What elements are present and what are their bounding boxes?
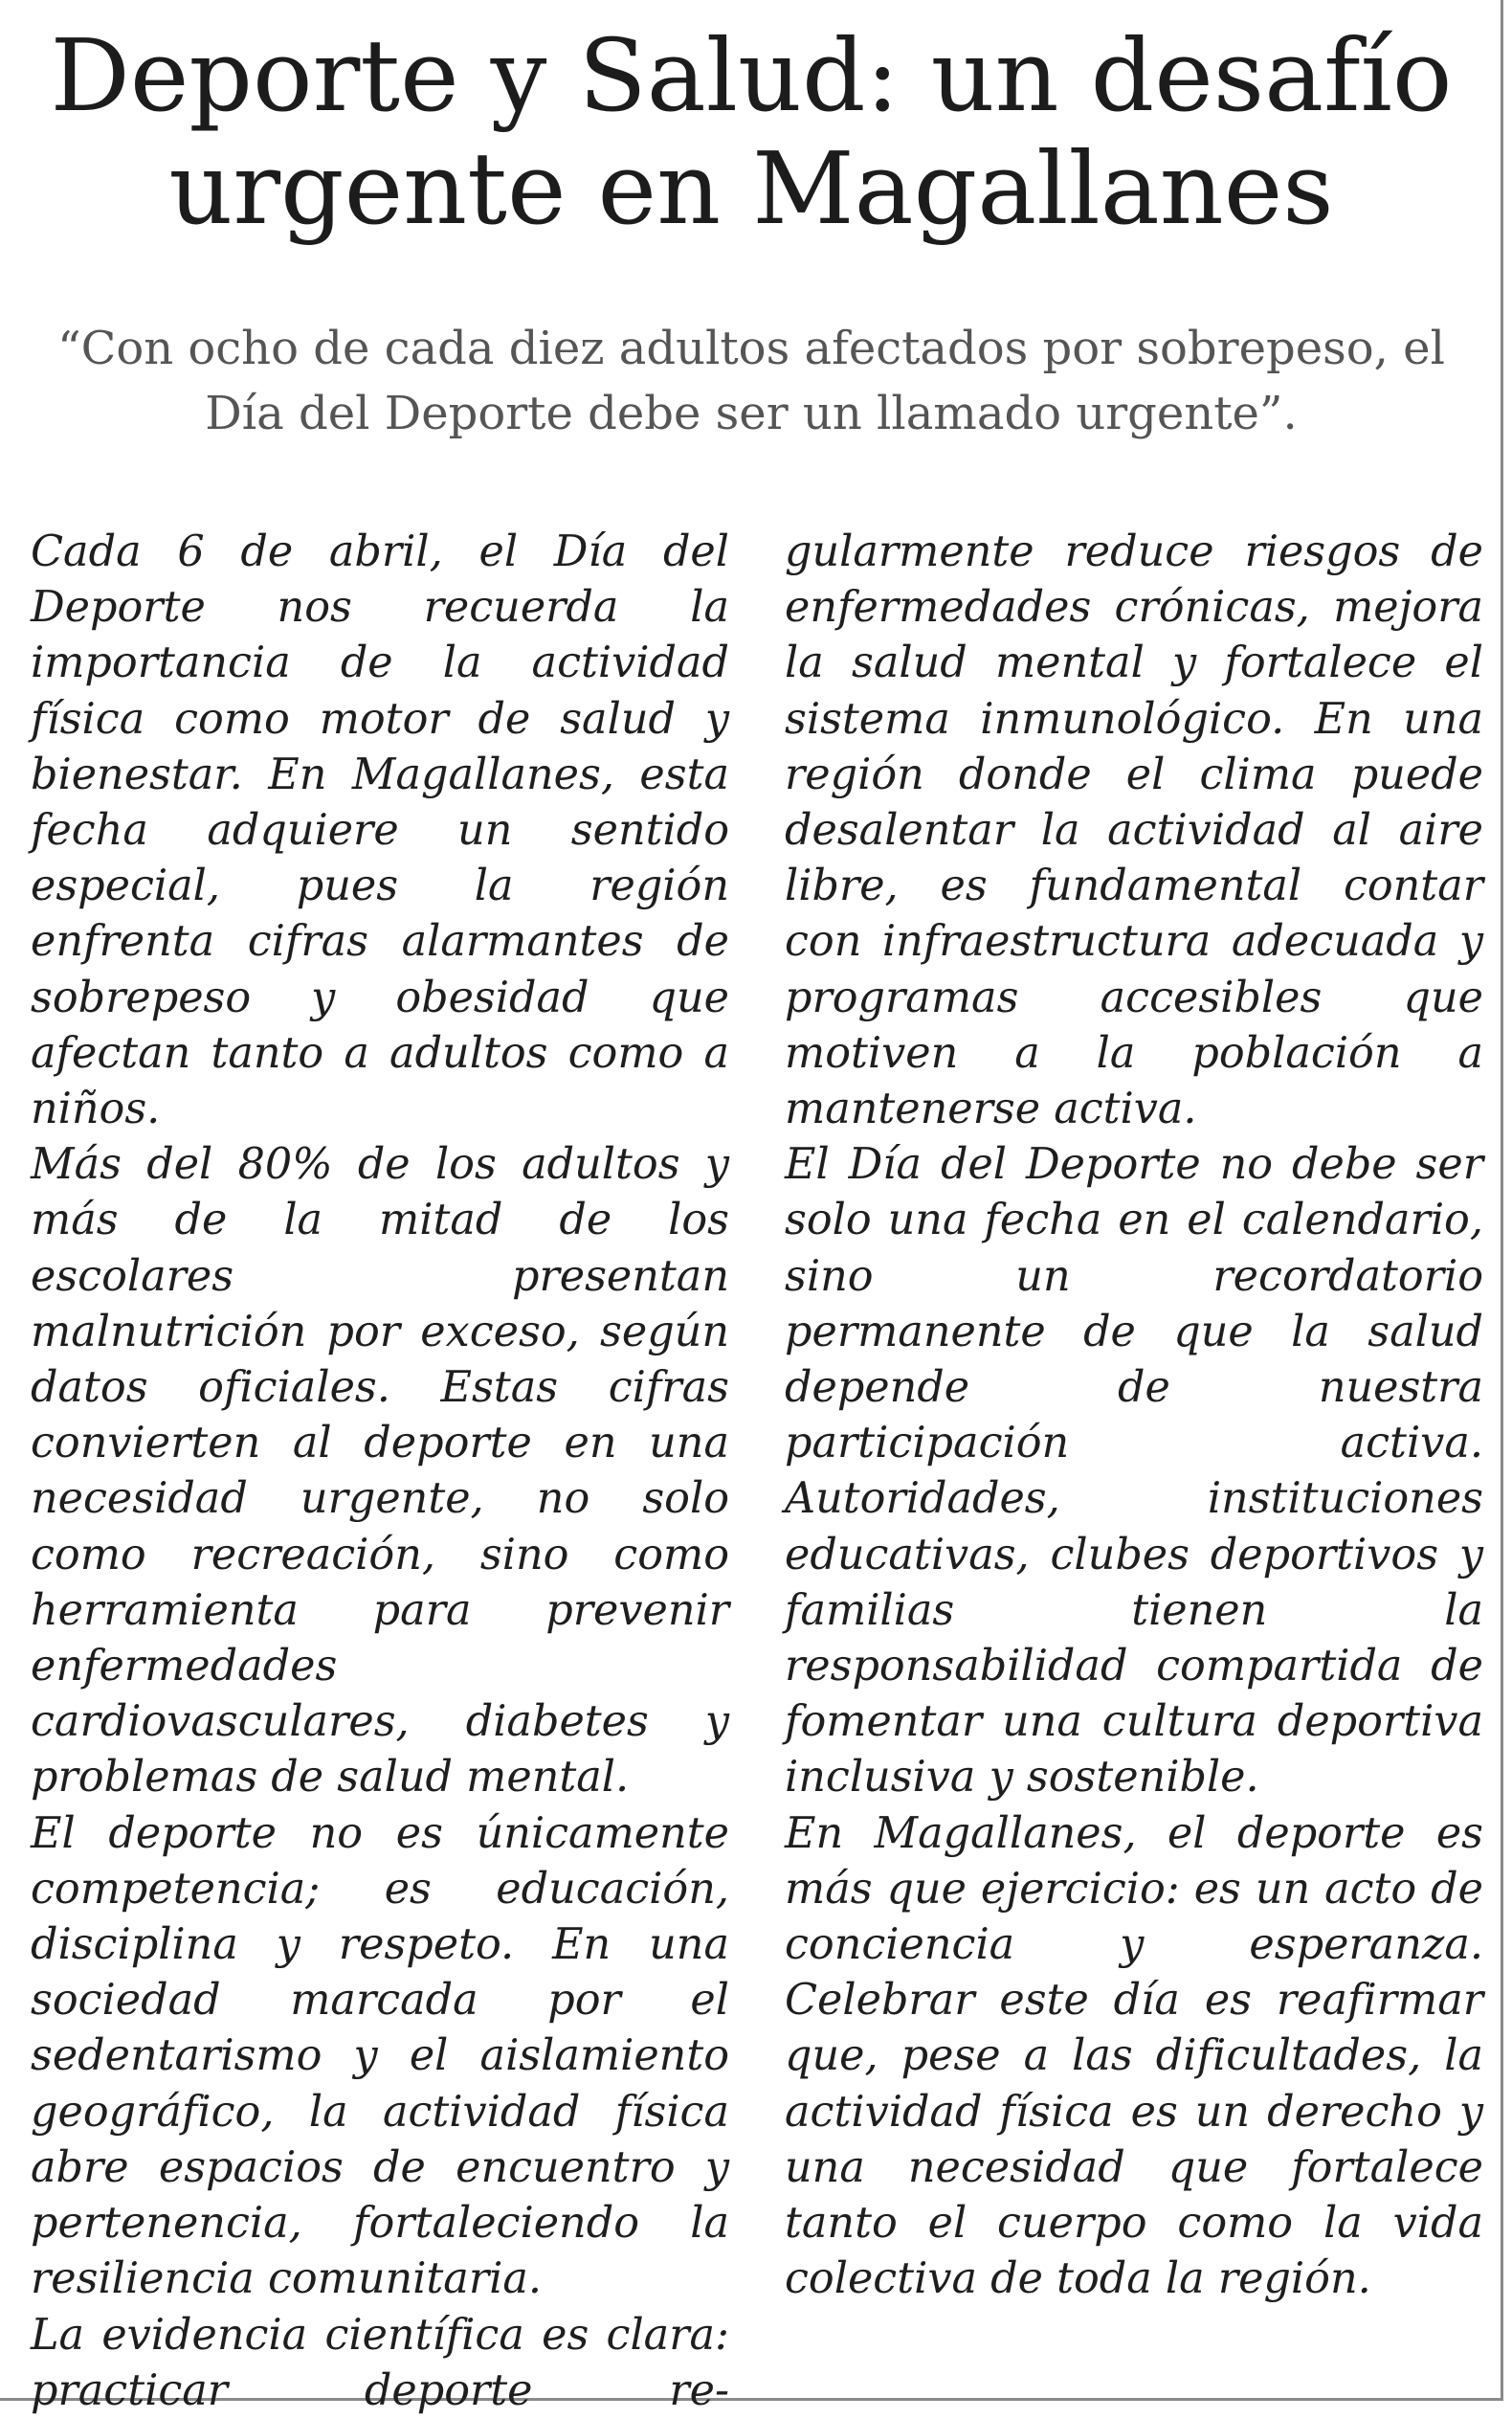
paragraph: gularmente reduce riesgos de enfermedades crónicas, mejora la salud mental y fortalece el sistema inmunológico. En una región donde el clima puede desalentar la actividad al aire libre, es fundamental contar con infraestructura adecuada y programas accesibles que motiven a la población a mantenerse activa. (785, 527, 1483, 1134)
article-column-left (31, 525, 729, 2419)
article-column-right (785, 525, 1483, 2308)
paragraph: Más del 80% de los adultos y más de la mitad de los escolares presentan malnutrición por exceso, según datos oficiales. Estas cifras convierten al deporte en una necesidad urgente, no solo como recreación, sino como herramienta para prevenir enfermedades cardiovasculares, diabetes y problemas de salud mental. (31, 1140, 729, 1803)
paragraph: Cada 6 de abril, el Día del Deporte nos recuerda la importancia de la actividad física como motor de salud y bienestar. En Magallanes, esta fecha adquiere un sentido especial, pues la región enfrenta cifras alarmantes de sobrepeso y obesidad que afectan tanto a adultos como a niños. (31, 527, 729, 1134)
article-deck-quote: “Con ocho de cada diez adultos afectados por sobrepeso, el Día del Deporte debe ser un llamado urgente”. (57, 322, 1445, 440)
right-border-rule (1501, 0, 1503, 2400)
paragraph: El Día del Deporte no debe ser solo una fecha en el calendario, sino un recordatorio permanente de que la salud depende de nuestra participación activa. Autoridades, instituciones educativas, clubes deportivos y familias tienen la responsabilidad compartida de fomentar una cultura deportiva inclusiva y sostenible. (785, 1140, 1483, 1803)
paragraph: En Magallanes, el deporte es más que ejercicio: es un acto de conciencia y esperanza. Celebrar este día es reafirmar que, pese a las dificultades, la actividad física es un derecho y una necesidad que fortalece tanto el cuerpo como la vida colectiva de toda la región. (785, 1808, 1483, 2304)
article-headline: Deporte y Salud: un desafío urgente en Magallanes (50, 17, 1453, 247)
paragraph: El deporte no es únicamente competencia; es educación, disciplina y respeto. En una sociedad marcada por el sedentarismo y el aislamiento geográfico, la actividad física abre espacios de encuentro y pertenencia, fortaleciendo la resiliencia comunitaria. (31, 1808, 729, 2304)
paragraph: La evidencia científica es clara: practicar deporte re- (31, 2310, 729, 2415)
